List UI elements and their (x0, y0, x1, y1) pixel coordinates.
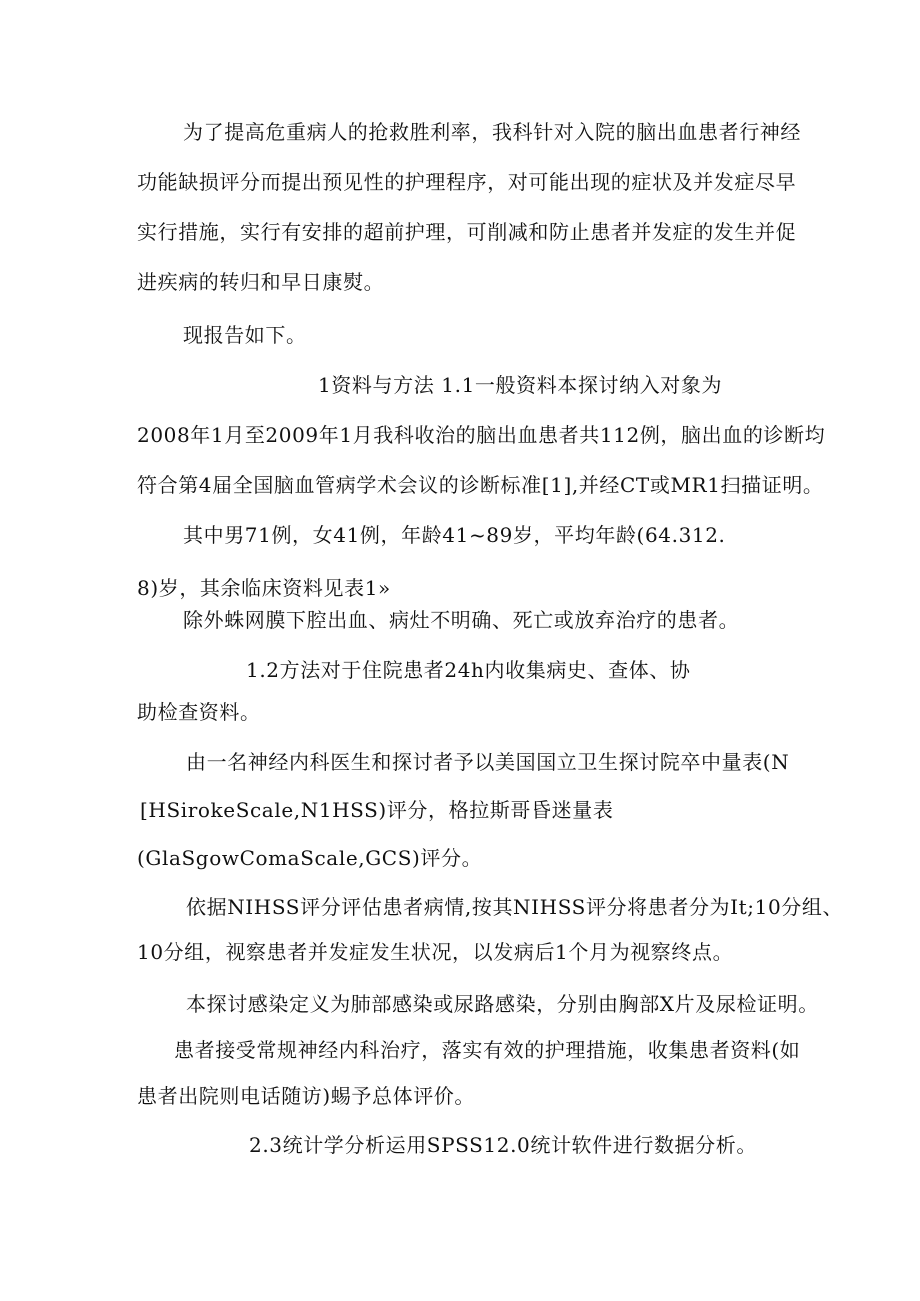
paragraph-line-7: 2008年1月至2009年1月我科收治的脑出血患者共112例，脑出血的诊断均 (137, 423, 826, 447)
paragraph-line-16: (GlaSgowComaScale,GCS)评分。 (137, 846, 483, 870)
paragraph-line-8: 符合第4届全国脑血管病学术会议的诊断标准[1],并经CT或MR1扫描证明。 (137, 473, 824, 497)
paragraph-line-20: 患者接受常规神经内科治疗，落实有效的护理措施，收集患者资料(如 (174, 1038, 801, 1062)
paragraph-line-13: 助检查资料。 (137, 700, 261, 724)
paragraph-line-9: 其中男71例，女41例，年龄41~89岁，平均年龄(64.312. (183, 523, 726, 547)
paragraph-line-15: [HSirokeScale,N1HSS)评分，格拉斯哥昏迷量表 (140, 798, 614, 822)
paragraph-line-21: 患者出院则电话随访)蜴予总体评价。 (137, 1084, 476, 1108)
paragraph-line-11: 除外蛛网膜下腔出血、病灶不明确、死亡或放弃治疗的患者。 (183, 608, 740, 632)
paragraph-line-3: 实行措施，实行有安排的超前护理，可削减和防止患者并发症的发生并促 (137, 220, 797, 244)
paragraph-line-18: 10分组，视察患者并发症发生状况，以发病后1个月为视察终点。 (137, 940, 734, 964)
paragraph-line-22: 2.3统计学分析运用SPSS12.0统计软件进行数据分析。 (249, 1133, 757, 1157)
section-heading-line: 1资料与方法 1.1一般资料本探讨纳入对象为 (318, 373, 723, 397)
paragraph-line-5: 现报告如下。 (183, 323, 307, 347)
paragraph-line-4: 进疾病的转归和早日康熨。 (137, 270, 385, 294)
paragraph-line-12: 1.2方法对于住院患者24h内收集病史、查体、协 (246, 658, 691, 682)
paragraph-line-10: 8)岁，其余临床资料见表1» (137, 576, 391, 600)
paragraph-line-1: 为了提高危重病人的抢救胜利率，我科针对入院的脑出血患者行神经 (183, 120, 801, 144)
paragraph-line-19: 本探讨感染定义为肺部感染或尿路感染，分别由胸部X片及尿检证明。 (186, 992, 819, 1016)
paragraph-line-17: 依据NIHSS评分评估患者病情,按其NIHSS评分将患者分为It;10分组、 (186, 895, 844, 919)
paragraph-line-14: 由一名神经内科医生和探讨者予以美国国立卫生探讨院卒中量表(N (186, 750, 790, 774)
paragraph-line-2: 功能缺损评分而提出预见性的护理程序，对可能出现的症状及并发症尽早 (137, 170, 797, 194)
